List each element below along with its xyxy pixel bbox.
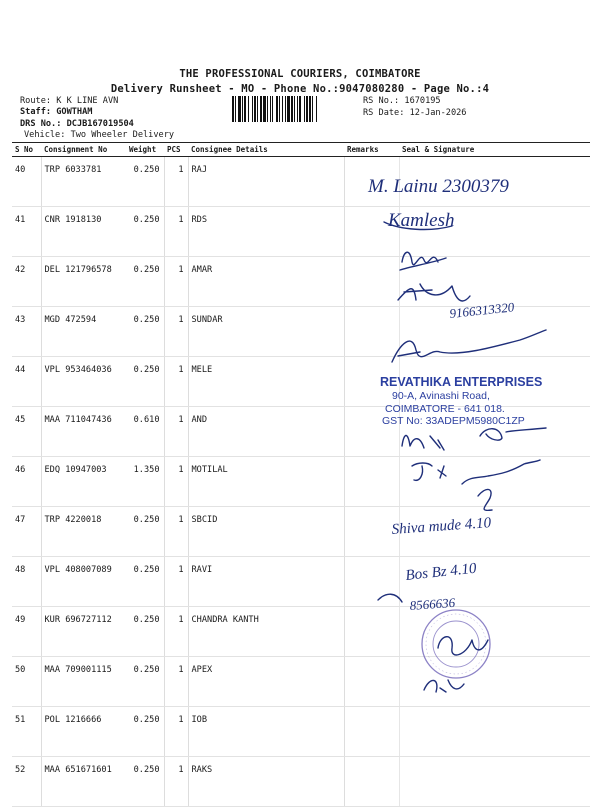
cell-sno: 46	[12, 457, 41, 507]
cell-consignee: AMAR	[188, 257, 344, 307]
cell-consignee: RAKS	[188, 757, 344, 807]
runsheet-title: Delivery Runsheet - MO - Phone No.:9047080280 - Page No.:4	[110, 83, 490, 95]
signature-row-48	[478, 489, 492, 510]
cell-sno: 42	[12, 257, 41, 307]
col-header-pcs: PCS	[164, 143, 188, 157]
staff-label: Staff: GOWTHAM	[20, 107, 93, 117]
round-seal	[422, 610, 490, 678]
cell-pcs: 1	[164, 307, 188, 357]
cell-consignee: CHANDRA KANTH	[188, 607, 344, 657]
cell-consignment: KUR 696727112	[41, 607, 126, 657]
cell-weight: 0.250	[126, 507, 164, 557]
cell-weight: 0.250	[126, 707, 164, 757]
svg-text:GST No: 33ADEPM5980C1ZP: GST No: 33ADEPM5980C1ZP	[382, 415, 525, 427]
cell-consignment: MAA 711047436	[41, 407, 126, 457]
cell-sno: 50	[12, 657, 41, 707]
svg-text:8566636: 8566636	[409, 594, 456, 613]
company-title: THE PROFESSIONAL COURIERS, COIMBATORE	[179, 68, 421, 80]
drs-value: DCJB167019504	[66, 119, 134, 129]
cell-consignment: CNR 1918130	[41, 207, 126, 257]
cell-consignment: VPL 408007089	[41, 557, 126, 607]
company-stamp	[380, 375, 542, 427]
cell-consignee: MELE	[188, 357, 344, 407]
cell-pcs: 1	[164, 257, 188, 307]
col-header-consignment: Consignment No	[41, 143, 126, 157]
cell-sno: 45	[12, 407, 41, 457]
cell-pcs: 1	[164, 607, 188, 657]
cell-pcs: 1	[164, 757, 188, 807]
cell-weight: 0.250	[126, 207, 164, 257]
cell-consignee: IOB	[188, 707, 344, 757]
signature-row-49: Shiva mude 4.10	[391, 515, 492, 538]
cell-consignment: MAA 651671601	[41, 757, 126, 807]
cell-sno: 52	[12, 757, 41, 807]
cell-pcs: 1	[164, 457, 188, 507]
cell-weight: 0.250	[126, 657, 164, 707]
cell-consignment: MAA 709001115	[41, 657, 126, 707]
signature-row-50: Bos Bz 4.10	[404, 560, 478, 584]
cell-sno: 48	[12, 557, 41, 607]
cell-consignee: APEX	[188, 657, 344, 707]
cell-sno: 41	[12, 207, 41, 257]
signature-row-46	[402, 428, 546, 450]
cell-consignment: EDQ 10947003	[41, 457, 126, 507]
cell-pcs: 1	[164, 507, 188, 557]
cell-weight: 0.250	[126, 607, 164, 657]
svg-text:9166313320: 9166313320	[448, 299, 515, 321]
cell-consignment: VPL 953464036	[41, 357, 126, 407]
svg-text:REVATHIKA ENTERPRISES: REVATHIKA ENTERPRISES	[380, 375, 543, 389]
col-header-consignee: Consignee Details	[188, 143, 344, 157]
cell-pcs: 1	[164, 407, 188, 457]
signature-row-43	[398, 284, 515, 321]
cell-sno: 40	[12, 157, 41, 207]
cell-weight: 1.350	[126, 457, 164, 507]
cell-sno: 44	[12, 357, 41, 407]
cell-pcs: 1	[164, 657, 188, 707]
cell-pcs: 1	[164, 707, 188, 757]
svg-text:90-A, Avinashi Road,: 90-A, Avinashi Road,	[392, 390, 490, 402]
cell-sno: 49	[12, 607, 41, 657]
cell-consignee: MOTILAL	[188, 457, 344, 507]
cell-weight: 0.610	[126, 407, 164, 457]
cell-weight: 0.250	[126, 557, 164, 607]
cell-weight: 0.250	[126, 357, 164, 407]
col-header-seal: Seal & Signature	[399, 143, 590, 157]
cell-sno: 47	[12, 507, 41, 557]
signature-row-40: M. Lainu 2300379	[368, 176, 509, 197]
cell-sno: 43	[12, 307, 41, 357]
cell-consignment: MGD 472594	[41, 307, 126, 357]
cell-weight: 0.250	[126, 757, 164, 807]
signature-row-51	[378, 594, 456, 613]
cell-consignee: AND	[188, 407, 344, 457]
rs-number: RS No.: 1670195	[363, 96, 441, 106]
cell-weight: 0.250	[126, 157, 164, 207]
col-header-weight: Weight	[126, 143, 164, 157]
signature-row-42	[400, 252, 446, 270]
cell-consignee: SBCID	[188, 507, 344, 557]
cell-pcs: 1	[164, 157, 188, 207]
cell-pcs: 1	[164, 357, 188, 407]
cell-sno: 51	[12, 707, 41, 757]
signature-row-52	[424, 680, 464, 692]
rs-date: RS Date: 12-Jan-2026	[363, 108, 467, 118]
col-header-sno: S No	[12, 143, 41, 157]
cell-consignment: TRP 6033781	[41, 157, 126, 207]
cell-consignee: RAVI	[188, 557, 344, 607]
cell-consignment: DEL 121796578	[41, 257, 126, 307]
cell-consignee: SUNDAR	[188, 307, 344, 357]
cell-consignee: RAJ	[188, 157, 344, 207]
vehicle-label: Vehicle: Two Wheeler Delivery	[24, 130, 175, 140]
signature-row-44	[392, 330, 546, 362]
route-label: Route: K K LINE AVN	[20, 96, 119, 106]
signature-row-47	[412, 460, 540, 484]
signature-row-41	[384, 210, 455, 231]
cell-consignee: RDS	[188, 207, 344, 257]
drs-label: DRS No.:	[20, 119, 62, 129]
cell-consignment: TRP 4220018	[41, 507, 126, 557]
cell-pcs: 1	[164, 557, 188, 607]
cell-weight: 0.250	[126, 257, 164, 307]
col-header-remarks: Remarks	[344, 143, 399, 157]
cell-consignment: POL 1216666	[41, 707, 126, 757]
svg-text:Kamlesh: Kamlesh	[388, 210, 455, 231]
cell-pcs: 1	[164, 207, 188, 257]
svg-text:COIMBATORE - 641 018.: COIMBATORE - 641 018.	[385, 403, 505, 415]
cell-weight: 0.250	[126, 307, 164, 357]
